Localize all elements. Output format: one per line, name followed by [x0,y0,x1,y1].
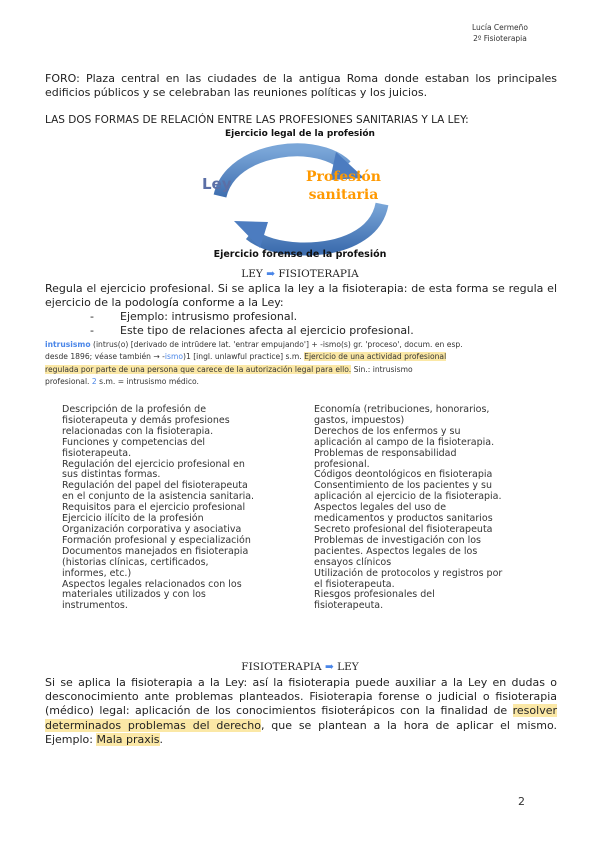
topic-line: fisioterapeuta. [314,600,384,612]
topic-line: Documentos manejados en fisioterapia [62,545,249,557]
topics-right-column [314,405,539,612]
topic-line: Utilización de protocolos y registros por [314,567,503,579]
topic-line: Problemas de responsabilidad [314,447,457,459]
diagram-ley-label: Ley [202,175,232,193]
dict-definition: Ejercicio de una actividad profesional [304,352,447,362]
arrow-lower [250,204,382,249]
topic-line: fisioterapeuta. [62,447,132,459]
topic-line: ensayos clínicos [314,556,392,568]
topic-line: Formación profesional y especialización [62,534,251,546]
cycle-arrows [180,126,420,266]
topic-line: (historias clínicas, certificados, [62,556,209,568]
topic-line: Códigos deontológicos en fisioterapia [314,469,493,481]
topic-line: sus distintas formas. [62,469,161,481]
relationship-diagram [180,126,420,266]
topic-line: Derechos de los enfermos y su [314,425,461,437]
arrow-right-icon: ➡ [266,268,276,280]
topic-line: relacionadas con la fisioterapia. [62,425,214,437]
topic-line: Aspectos legales relacionados con los [62,578,242,590]
section-title: LAS DOS FORMAS DE RELACIÓN ENTRE LAS PROFESIONES SANITARIAS Y LA LEY: [45,114,469,126]
page-header [472,22,528,44]
ley-fisio-text: Regula el ejercicio profesional. Si se aplica la ley a la fisioterapia: de esta forma se regula el ejercicio de la podología conforme a la Ley: [45,282,557,309]
diagram-top-label: Ejercicio legal de la profesión [225,129,375,139]
topic-line: gastos, impuestos) [314,414,405,426]
course-name: 2º Fisioterapia [473,34,527,43]
fisio-ley-text: Si se aplica la fisioterapia a la Ley: así la fisioterapia puede auxiliar a la Ley en dudas o desconocimiento ante problemas planteados. Fisioterapia forense o judicial o fisioterapia (médico) legal: aplicación de los conocimientos fisioterápicos con la finalidad de resolver determinados problemas del derecho, que se plantean a la hora de aplicar el mismo. Ejemplo: Mala praxis. [45,676,558,746]
example-mala-praxis: Mala praxis [96,732,160,746]
topic-line: Organización corporativa y asociativa [62,523,242,535]
topic-line: Consentimiento de los pacientes y su [314,480,493,492]
topic-line: Requisitos para el ejercicio profesional [62,502,246,514]
topic-line: instrumentos. [62,600,128,612]
topic-line: Descripción de la profesión de [62,404,207,415]
fisio-ley-heading: FISIOTERAPIA ➡ LEY [241,661,359,673]
dictionary-entry: intrusismo (intrus(o) [derivado de intrūdere lat. 'entrar empujando'] + -ismo(s) gr. 'proceso', docum. en esp. desde 1896; véase también → -ismo)1 [ingl. unlawful practice] s.m. Ejercicio de una actividad profesional regulada por parte de una persona que carece de la autorización legal para ello. Sin.: intrusismo profesional. 2 s.m. = intrusismo médico. [45,340,463,387]
topic-line: Aspectos legales del uso de [314,502,447,514]
topic-line: aplicación al ejercicio de la fisioterapia. [314,491,502,503]
ley-fisio-bullets [90,310,550,338]
topic-line: pacientes. Aspectos legales de los [314,545,478,557]
topic-line: Secreto profesional del fisioterapeuta [314,523,493,535]
topic-line: Riesgos profesionales del [314,589,435,601]
diagram-bottom-label: Ejercicio forense de la profesión [213,249,387,260]
ley-fisio-heading: LEY ➡ FISIOTERAPIA [241,268,359,280]
topic-line: materiales utilizados y con los [62,589,206,601]
page-number: 2 [518,795,525,808]
topic-line: Problemas de investigación con los [314,534,482,546]
topic-line: Ejercicio ilícito de la profesión [62,513,204,525]
diagram-profession-label: Profesión sanitaria [306,169,381,203]
topic-line: el fisioterapeuta. [314,578,395,590]
dict-word: intrusismo [45,340,91,349]
highlight-derecho: resolver determinados problemas del derecho [45,704,557,732]
topic-line: Regulación del papel del fisioterapeuta [62,480,248,492]
topic-line: Funciones y competencias del [62,436,206,448]
foro-definition: FORO: Plaza central en las ciudades de la antigua Roma donde estaban los principales edificios públicos y se celebraban las reuniones políticas y los juicios. [45,72,557,99]
topic-line: Economía (retribuciones, honorarios, [314,404,490,415]
topic-line: informes, etc.) [62,567,132,579]
arrow-right-icon: ➡ [324,661,334,673]
topic-line: aplicación al campo de la fisioterapia. [314,436,495,448]
bullet-item: - Ejemplo: intrusismo profesional. [90,310,550,324]
topic-line: medicamentos y productos sanitarios [314,513,493,525]
topic-line: profesional. [314,458,370,470]
author-name: Lucía Cermeño [471,23,528,32]
topics-left-column [62,405,287,612]
topic-line: en el conjunto de la asistencia sanitaria. [62,491,255,503]
topic-line: fisioterapeuta y demás profesiones [62,414,230,426]
topic-line: Regulación del ejercicio profesional en [62,458,245,470]
bullet-item: - Este tipo de relaciones afecta al ejercicio profesional. [90,324,550,338]
